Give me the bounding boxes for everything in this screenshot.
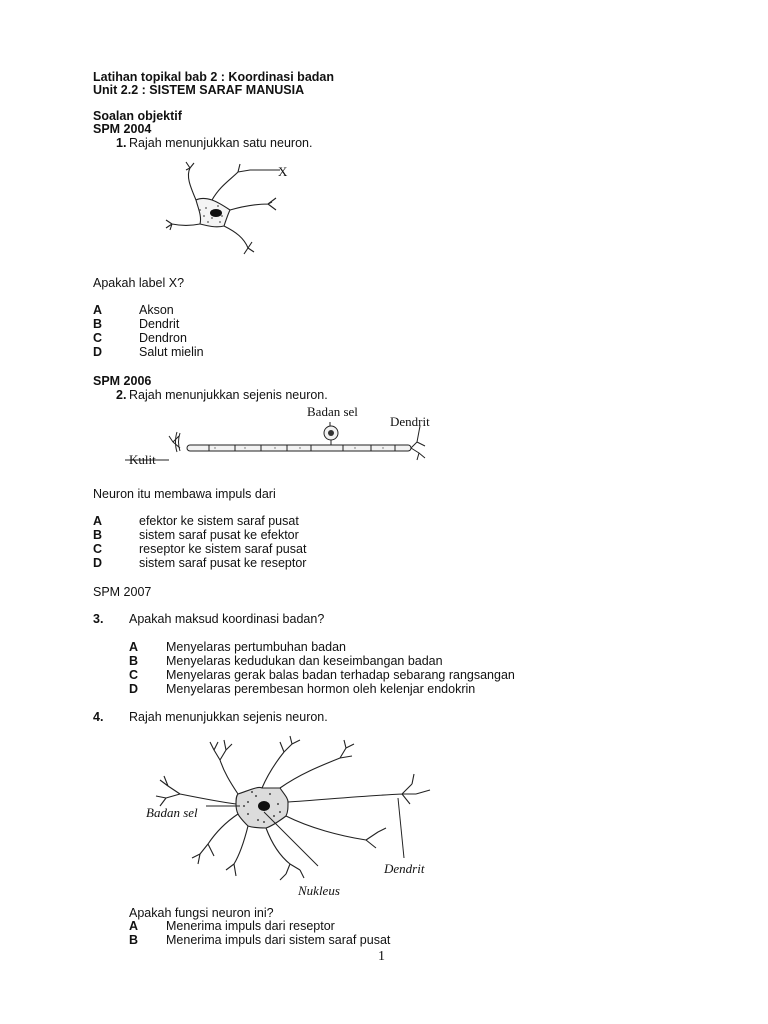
q3-opt-d-letter: D bbox=[129, 682, 139, 696]
q1-opt-b-letter: B bbox=[93, 317, 103, 331]
q4-label-dendrit: Dendrit bbox=[384, 861, 425, 876]
q4-opt-a-text: Menerima impuls dari reseptor bbox=[166, 919, 335, 933]
q1-year: SPM 2004 bbox=[93, 122, 152, 136]
q2-label-badan-sel: Badan sel bbox=[307, 404, 358, 419]
q4-number: 4. bbox=[93, 710, 104, 724]
q1-opt-c-letter: C bbox=[93, 331, 103, 345]
q3-opt-c-text: Menyelaras gerak balas badan terhadap sebarang rangsangan bbox=[166, 668, 515, 682]
q2-stem: Rajah menunjukkan sejenis neuron. bbox=[129, 388, 328, 402]
q1-opt-d-text: Salut mielin bbox=[139, 345, 204, 359]
q2-label-kulit: Kulit bbox=[129, 452, 156, 467]
q2-number: 2. bbox=[116, 388, 127, 402]
q4-opt-b-text: Menerima impuls dari sistem saraf pusat bbox=[166, 933, 391, 947]
q1-opt-b-text: Dendrit bbox=[139, 317, 180, 331]
q4-opt-b-letter: B bbox=[129, 933, 139, 947]
q2-question: Neuron itu membawa impuls dari bbox=[93, 487, 276, 501]
section-title: Soalan objektif bbox=[93, 109, 182, 123]
q4-question: Apakah fungsi neuron ini? bbox=[129, 906, 274, 920]
q2-opt-a-text: efektor ke sistem saraf pusat bbox=[139, 514, 299, 528]
q3-opt-a-text: Menyelaras pertumbuhan badan bbox=[166, 640, 346, 654]
q2-opt-a-letter: A bbox=[93, 514, 103, 528]
q3-year: SPM 2007 bbox=[93, 585, 152, 599]
q1-opt-a-letter: A bbox=[93, 303, 103, 317]
q1-opt-a-text: Akson bbox=[139, 303, 174, 317]
q3-number: 3. bbox=[93, 612, 104, 626]
q3-opt-b-text: Menyelaras kedudukan dan keseimbangan badan bbox=[166, 654, 443, 668]
q2-opt-d-text: sistem saraf pusat ke reseptor bbox=[139, 556, 307, 570]
q3-opt-c-letter: C bbox=[129, 668, 139, 682]
q3-opt-d-text: Menyelaras perembesan hormon oleh kelenjar endokrin bbox=[166, 682, 476, 696]
q1-opt-d-letter: D bbox=[93, 345, 103, 359]
q3-question: Apakah maksud koordinasi badan? bbox=[129, 612, 325, 626]
q2-year: SPM 2006 bbox=[93, 374, 152, 388]
q2-opt-c-text: reseptor ke sistem saraf pusat bbox=[139, 542, 307, 556]
q1-question: Apakah label X? bbox=[93, 276, 185, 290]
q4-stem: Rajah menunjukkan sejenis neuron. bbox=[129, 710, 328, 724]
q1-opt-c-text: Dendron bbox=[139, 331, 187, 345]
q3-opt-a-letter: A bbox=[129, 640, 139, 654]
q1-label-x: X bbox=[278, 164, 288, 179]
q4-label-badan-sel: Badan sel bbox=[146, 805, 198, 820]
q2-opt-b-text: sistem saraf pusat ke efektor bbox=[139, 528, 299, 542]
q2-label-dendrit: Dendrit bbox=[390, 414, 430, 429]
doc-title: Latihan topikal bab 2 : Koordinasi badan bbox=[93, 70, 334, 84]
q2-opt-d-letter: D bbox=[93, 556, 103, 570]
q2-opt-b-letter: B bbox=[93, 528, 103, 542]
q4-label-nukleus: Nukleus bbox=[298, 883, 340, 898]
q1-number: 1. bbox=[116, 136, 127, 150]
q1-stem: Rajah menunjukkan satu neuron. bbox=[129, 136, 313, 150]
q3-opt-b-letter: B bbox=[129, 654, 139, 668]
doc-unit: Unit 2.2 : SISTEM SARAF MANUSIA bbox=[93, 83, 305, 97]
q4-opt-a-letter: A bbox=[129, 919, 139, 933]
q2-opt-c-letter: C bbox=[93, 542, 103, 556]
page-number: 1 bbox=[378, 949, 385, 964]
